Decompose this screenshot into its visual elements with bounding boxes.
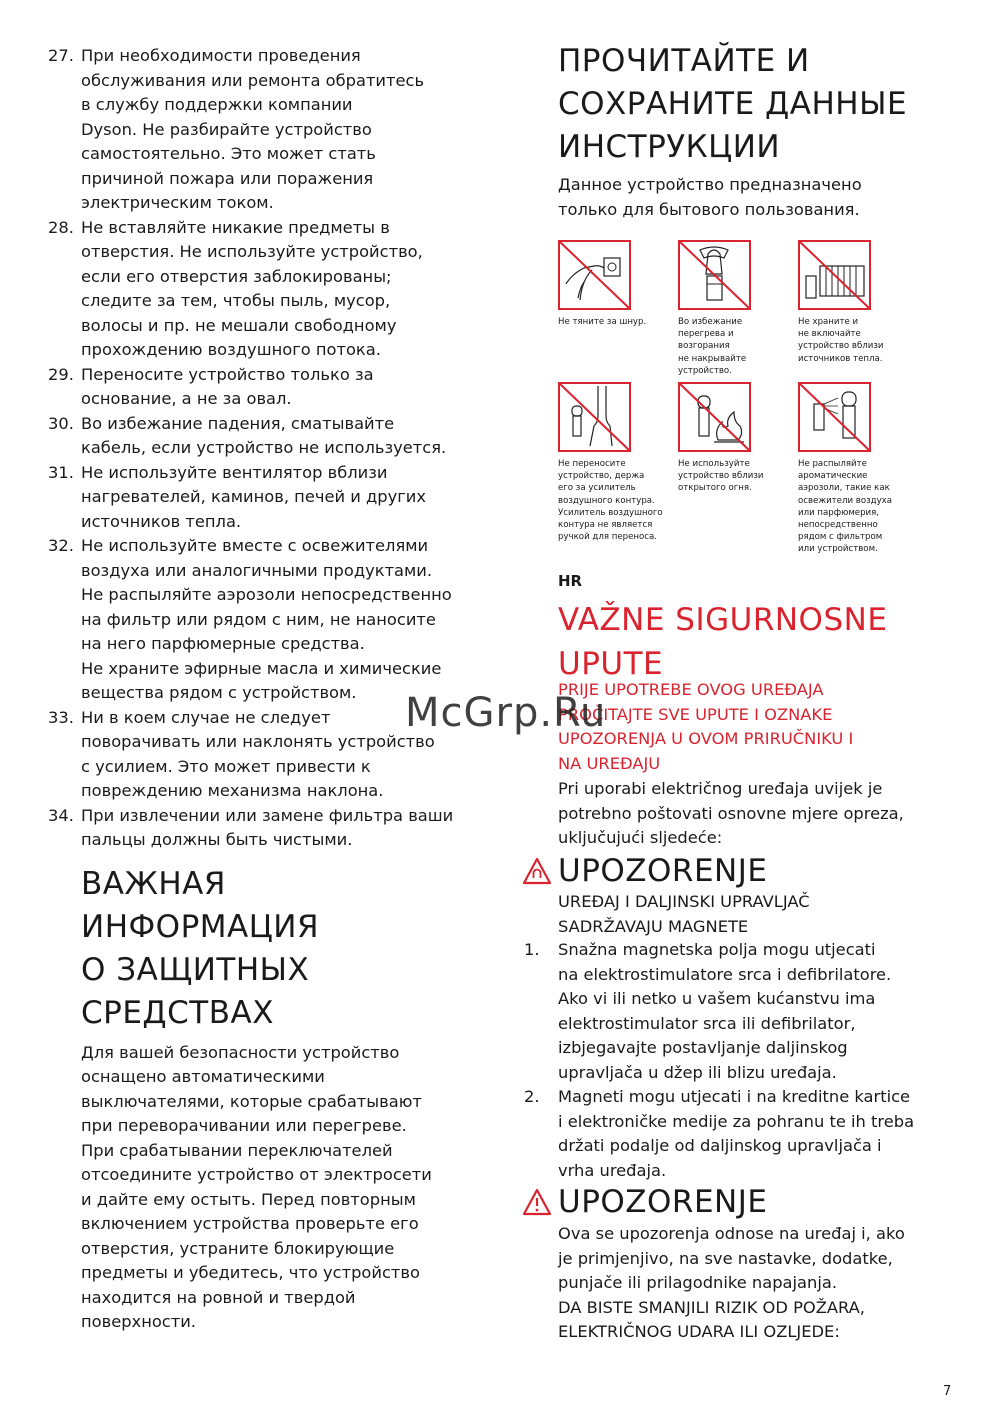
pictogram-caption: Во избежание перегрева и возгорания не накрывайте устройство.	[678, 317, 747, 376]
item-number: 2.	[524, 1087, 540, 1106]
warning-title: UPOZORENJE	[558, 1184, 768, 1220]
list-item	[48, 363, 488, 412]
hr-safety-title: VAŽNE SIGURNOSNE UPUTE	[558, 602, 888, 682]
list-item	[524, 1085, 934, 1183]
read-save-heading: ПРОЧИТАЙТЕ И СОХРАНИТЕ ДАННЫЕ ИНСТРУКЦИИ	[558, 43, 908, 165]
item-text: При извлечении или замене фильтра ваши пальцы должны быть чистыми.	[81, 805, 454, 849]
item-number: 33.	[48, 707, 74, 727]
item-text: Snažna magnetska polja mogu utjecati na elektrostimulatore srca i defibrilatore. Ako vi ili netko u vašem kućanstvu ima elektrostimulator srca ili defibrilator, izbjegavajte postavljanje daljinskog upravljača u džep ili blizu uređaja.	[558, 940, 892, 1082]
page-number: 7	[943, 1384, 952, 1399]
exclamation-warning-icon	[522, 1188, 552, 1216]
list-item	[48, 461, 488, 535]
magnet-warning-icon	[522, 857, 552, 885]
watermark: McGrp.Ru	[405, 690, 607, 736]
item-text: Magneti mogu utjecati i na kreditne kartice i elektroničke medije za pohranu te ih treba držati podalje od daljinskog upravljača i vrha uređaja.	[558, 1087, 915, 1180]
item-number: 29.	[48, 364, 74, 384]
pictogram	[678, 240, 794, 377]
list-item	[48, 534, 488, 706]
no-aerosol-icon	[798, 382, 871, 452]
hr-read-instructions: PRIJE UPOTREBE OVOG UREĐAJA PROČITAJTE SVE UPUTE I OZNAKE UPOZORENJA U OVOM PRIRUČNIKU I NA UREĐAJU	[558, 680, 854, 773]
list-item	[48, 412, 488, 461]
item-text: Переносите устройство только за основание, а не за овал.	[81, 364, 374, 408]
list-item	[48, 44, 488, 216]
pictogram	[558, 382, 674, 543]
item-number: 1.	[524, 940, 540, 959]
hr-magnet-list	[524, 938, 934, 1183]
magnet-warning-subtitle: UREĐAJ I DALJINSKI UPRAVLJAČ SADRŽAVAJU MAGNETE	[558, 892, 810, 936]
pictogram	[798, 240, 914, 365]
warning-heading	[522, 852, 767, 890]
no-carry-by-loop-icon	[558, 382, 631, 452]
warning-pictograms	[558, 240, 918, 560]
pictogram-caption: Не используйте устройство вблизи открытого огня.	[678, 459, 764, 494]
item-text: Во избежание падения, сматывайте кабель, если устройство не используется.	[81, 413, 447, 457]
no-pull-cord-icon	[558, 240, 631, 310]
item-number: 30.	[48, 413, 74, 433]
warning-heading	[522, 1183, 767, 1221]
list-item	[48, 216, 488, 363]
item-number: 28.	[48, 217, 74, 237]
list-item	[48, 804, 488, 853]
protection-heading: ВАЖНАЯ ИНФОРМАЦИЯ О ЗАЩИТНЫХ СРЕДСТВАХ	[81, 865, 320, 1031]
pictogram-caption: Не распыляйте ароматические аэрозоли, такие как освежители воздуха или парфюмерия, непосредственно рядом с фильтром или устройством.	[798, 459, 893, 555]
item-number: 31.	[48, 462, 74, 482]
pictogram-caption: Не переносите устройство, держа его за усилитель воздушного контура. Усилитель воздушного контура не является ручкой для переноса.	[558, 459, 663, 543]
item-text: Не вставляйте никакие предметы в отверстия. Не используйте устройство, если его отверстия заблокированы; следите за тем, чтобы пыль, мусор, волосы и пр. не мешали свободному прохождению воздушного потока.	[81, 217, 423, 359]
general-warning-body: Ova se upozorenja odnose na uređaj i, ako je primjenjivo, na sve nastavke, dodatke, punjače ili prilagodnike napajanja. DA BISTE SMANJILI RIZIK OD POŽARA, ELEKTRIČNOG UDARA ILI OZLJEDE:	[558, 1224, 905, 1341]
hr-intro-text: Pri uporabi električnog uređaja uvijek je potrebno poštovati osnovne mjere opreza, uključujući sljedeće:	[558, 779, 904, 847]
item-number: 32.	[48, 536, 74, 555]
list-item	[524, 938, 934, 1085]
pictogram	[558, 240, 674, 328]
language-tag: HR	[558, 572, 583, 590]
item-number: 27.	[48, 46, 74, 65]
item-number: 34.	[48, 805, 74, 825]
item-text: Не используйте вентилятор вблизи нагревателей, каминов, печей и других источников тепла.	[81, 462, 426, 531]
warning-title: UPOZORENJE	[558, 853, 768, 889]
no-open-fire-icon	[678, 382, 751, 452]
pictogram	[798, 382, 914, 556]
item-text: Не используйте вместе с освежителями воздуха или аналогичными продуктами. Не распыляйте аэрозоли непосредственно на фильтр или рядом с ним, не наносите на него парфюмерные средства. Не храните эфирные масла и химические вещества рядом с устройством.	[81, 536, 452, 702]
no-cover-icon	[678, 240, 751, 310]
pictogram	[678, 382, 794, 495]
protection-body: Для вашей безопасности устройство оснащено автоматическими выключателями, которые срабатывают при переворачивании или перегреве. При срабатывании переключателей отсоедините устройство от электросети и дайте ему остыть. Перед повторным включением устройства проверьте его отверстия, устраните блокирующие предметы и убедитесь, что устройство находится на ровной и твердой поверхности.	[81, 1042, 432, 1331]
item-text: При необходимости проведения обслуживания или ремонта обратитесь в службу поддержки компании Dyson. Не разбирайте устройство самостоятельно. Это может стать причиной пожара или поражения электрическим током.	[81, 46, 425, 212]
no-heat-source-icon	[798, 240, 871, 310]
right-column	[520, 40, 940, 222]
pictogram-caption: Не тяните за шнур.	[558, 317, 647, 327]
pictogram-caption: Не храните и не включайте устройство вблизи источников тепла.	[798, 317, 884, 364]
household-use-note: Данное устройство предназначено только для бытового пользования.	[558, 175, 862, 219]
item-text: Ни в коем случае не следует поворачивать или наклонять устройство с усилием. Это может привести к повреждению механизма наклона.	[81, 707, 435, 800]
